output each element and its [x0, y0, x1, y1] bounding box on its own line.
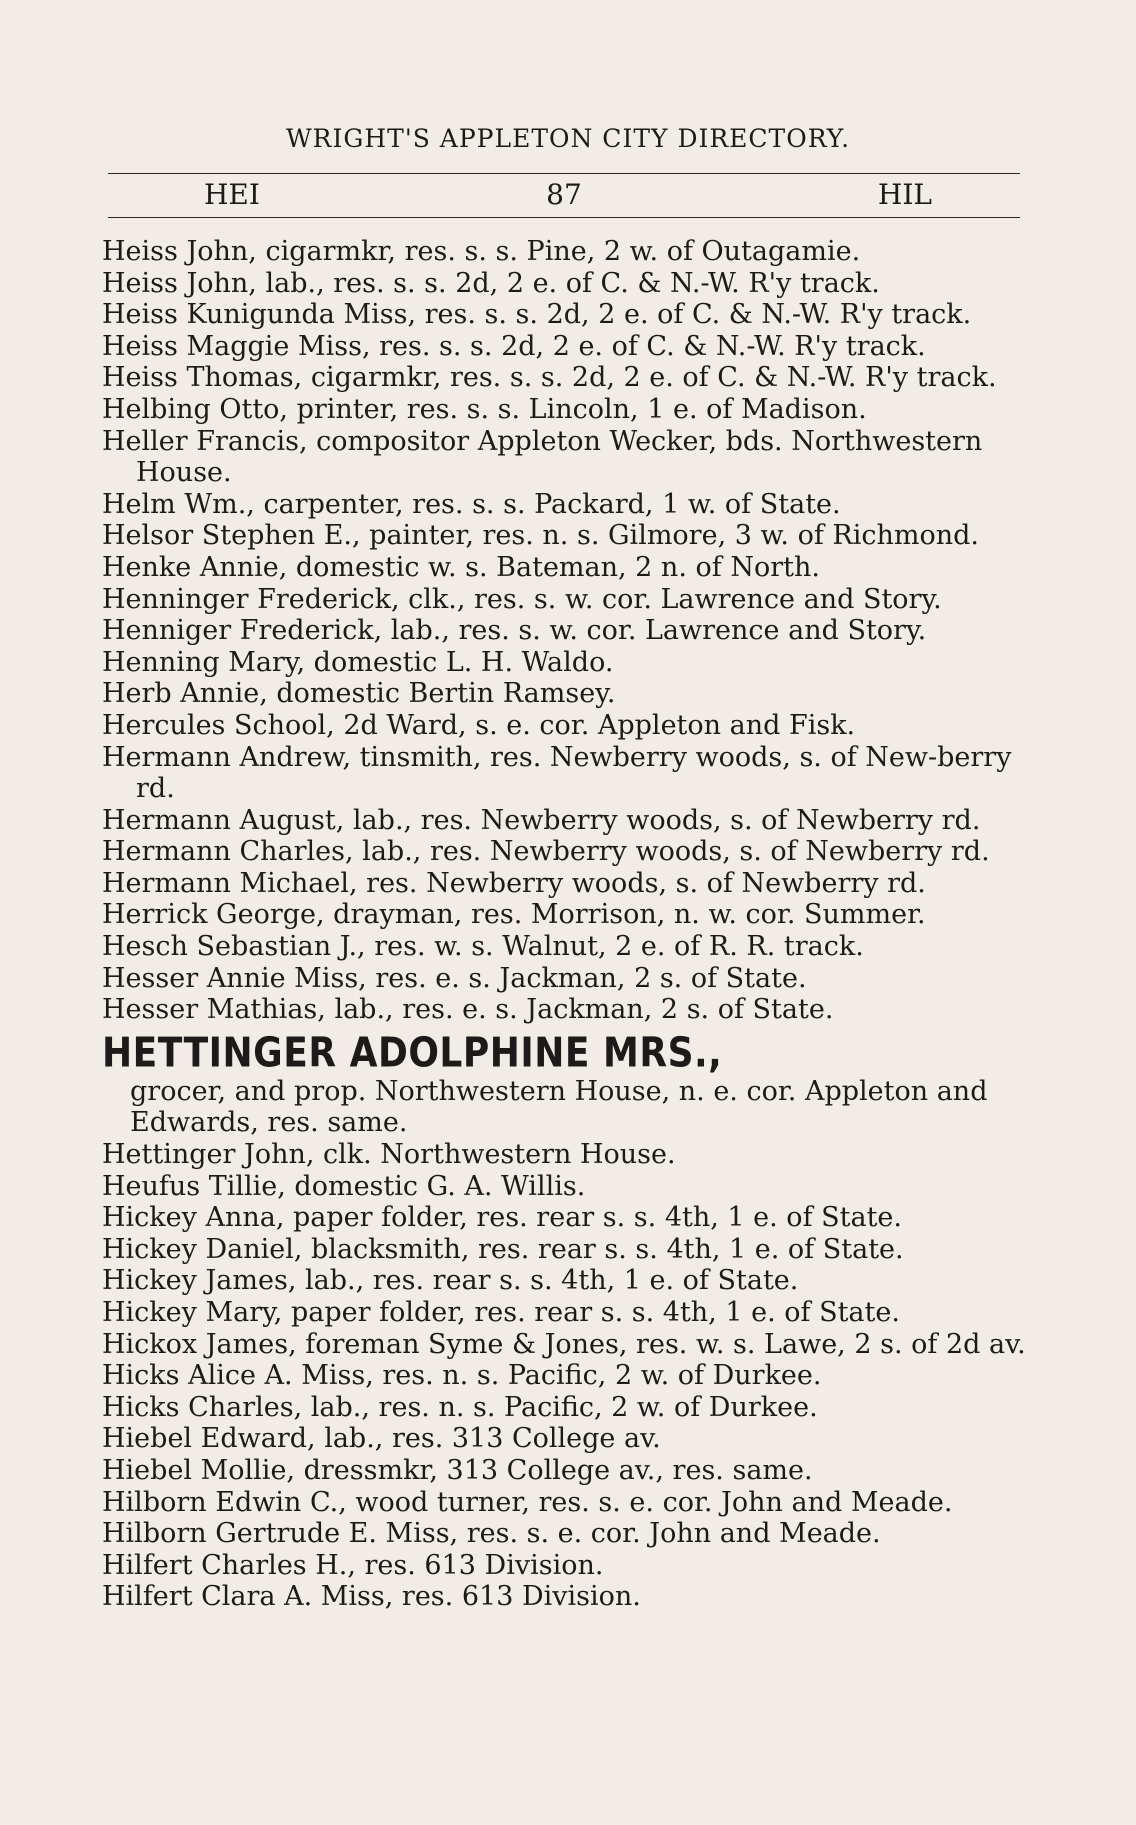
guide-word-left: HEI [204, 178, 260, 211]
directory-entry: Hesser Annie Miss, res. e. s. Jackman, 2 s. of State. [102, 962, 807, 994]
directory-entry: Hickey Anna, paper folder, res. rear s. s. 4th, 1 e. of State. [102, 1202, 902, 1234]
running-title: WRIGHT'S APPLETON CITY DIRECTORY. [285, 124, 851, 153]
directory-entry: Helbing Otto, printer, res. s. s. Lincoln, 1 e. of Madison. [102, 393, 867, 425]
directory-entry: Hermann Michael, res. Newberry woods, s. of Newberry rd. [102, 867, 926, 899]
directory-entry: Hermann August, lab., res. Newberry woods, s. of Newberry rd. [102, 804, 981, 836]
directory-entry: Henninger Frederick, clk., res. s. w. cor. Lawrence and Story. [102, 583, 942, 615]
directory-entry: Hermann Charles, lab., res. Newberry woods, s. of Newberry rd. [102, 836, 990, 868]
directory-entry: Hesser Mathias, lab., res. e. s. Jackman, 2 s. of State. [102, 994, 834, 1026]
featured-heading: HETTINGER ADOLPHINE MRS., [102, 1029, 723, 1077]
directory-entry: Herrick George, drayman, res. Morrison, n. w. cor. Summer. [102, 899, 926, 931]
directory-entry: Hiebel Mollie, dressmkr, 313 College av., res. same. [102, 1454, 813, 1486]
directory-entry: Henning Mary, domestic L. H. Waldo. [102, 646, 614, 678]
directory-entry: Hilborn Edwin C., wood turner, res. s. e. cor. John and Meade. [102, 1486, 953, 1518]
directory-entries [102, 236, 1032, 1613]
guide-row [108, 178, 1020, 214]
directory-entry: Hermann Andrew, tinsmith, res. Newberry woods, s. of New-berry rd. [102, 741, 1012, 805]
directory-entry: Hickey Daniel, blacksmith, res. rear s. s. 4th, 1 e. of State. [102, 1233, 904, 1265]
directory-entry: Hicks Alice A. Miss, res. n. s. Pacific, 2 w. of Durkee. [102, 1360, 822, 1392]
directory-entry: Hilborn Gertrude E. Miss, res. s. e. cor. John and Meade. [102, 1518, 881, 1550]
directory-entry: Henniger Frederick, lab., res. s. w. cor. Lawrence and Story. [102, 615, 927, 647]
directory-entry: Henke Annie, domestic w. s. Bateman, 2 n. of North. [102, 551, 820, 583]
directory-entry: Helm Wm., carpenter, res. s. s. Packard, 1 w. of State. [102, 488, 841, 520]
directory-entry: Heller Francis, compositor Appleton Wecker, bds. Northwestern House. [102, 425, 983, 489]
directory-entry: Heiss Kunigunda Miss, res. s. s. 2d, 2 e. of C. & N.-W. R'y track. [102, 299, 972, 331]
guide-word-right: HIL [877, 178, 932, 211]
directory-entry: Heiss John, cigarmkr, res. s. s. Pine, 2 w. of Outagamie. [102, 236, 861, 267]
directory-entry: Heiss Maggie Miss, res. s. s. 2d, 2 e. of C. & N.-W. R'y track. [102, 330, 926, 362]
header-rule-top [108, 173, 1020, 174]
directory-entry: Hickey James, lab., res. rear s. s. 4th, 1 e. of State. [102, 1265, 799, 1297]
directory-entry: Hilfert Clara A. Miss, res. 613 Division. [102, 1581, 641, 1613]
directory-entry: Hiebel Edward, lab., res. 313 College av. [102, 1423, 661, 1455]
featured-detail: grocer, and prop. Northwestern House, n. e. cor. Appleton and Edwards, res. same. [130, 1075, 988, 1139]
directory-entry: Hettinger John, clk. Northwestern House. [102, 1139, 676, 1171]
directory-entry: Herb Annie, domestic Bertin Ramsey. [102, 678, 616, 710]
header-rule-bottom [108, 217, 1020, 218]
directory-entry: Hilfert Charles H., res. 613 Division. [102, 1549, 604, 1581]
directory-entry: Helsor Stephen E., painter, res. n. s. Gilmore, 3 w. of Richmond. [102, 520, 979, 552]
directory-entry: Hercules School, 2d Ward, s. e. cor. Appleton and Fisk. [102, 709, 856, 741]
directory-entry: Hicks Charles, lab., res. n. s. Pacific, 2 w. of Durkee. [102, 1391, 818, 1423]
directory-entry: Heiss John, lab., res. s. s. 2d, 2 e. of C. & N.-W. R'y track. [102, 267, 880, 299]
directory-entry: Hickox James, foreman Syme & Jones, res. w. s. Lawe, 2 s. of 2d av. [102, 1328, 1026, 1360]
directory-entry: Hesch Sebastian J., res. w. s. Walnut, 2 e. of R. R. track. [102, 931, 864, 963]
directory-entry: Hickey Mary, paper folder, res. rear s. s. 4th, 1 e. of State. [102, 1297, 900, 1328]
directory-entry: Heufus Tillie, domestic G. A. Willis. [102, 1170, 586, 1202]
directory-entry: Heiss Thomas, cigarmkr, res. s. s. 2d, 2 e. of C. & N.-W. R'y track. [102, 362, 997, 394]
page-number: 87 [546, 178, 582, 211]
